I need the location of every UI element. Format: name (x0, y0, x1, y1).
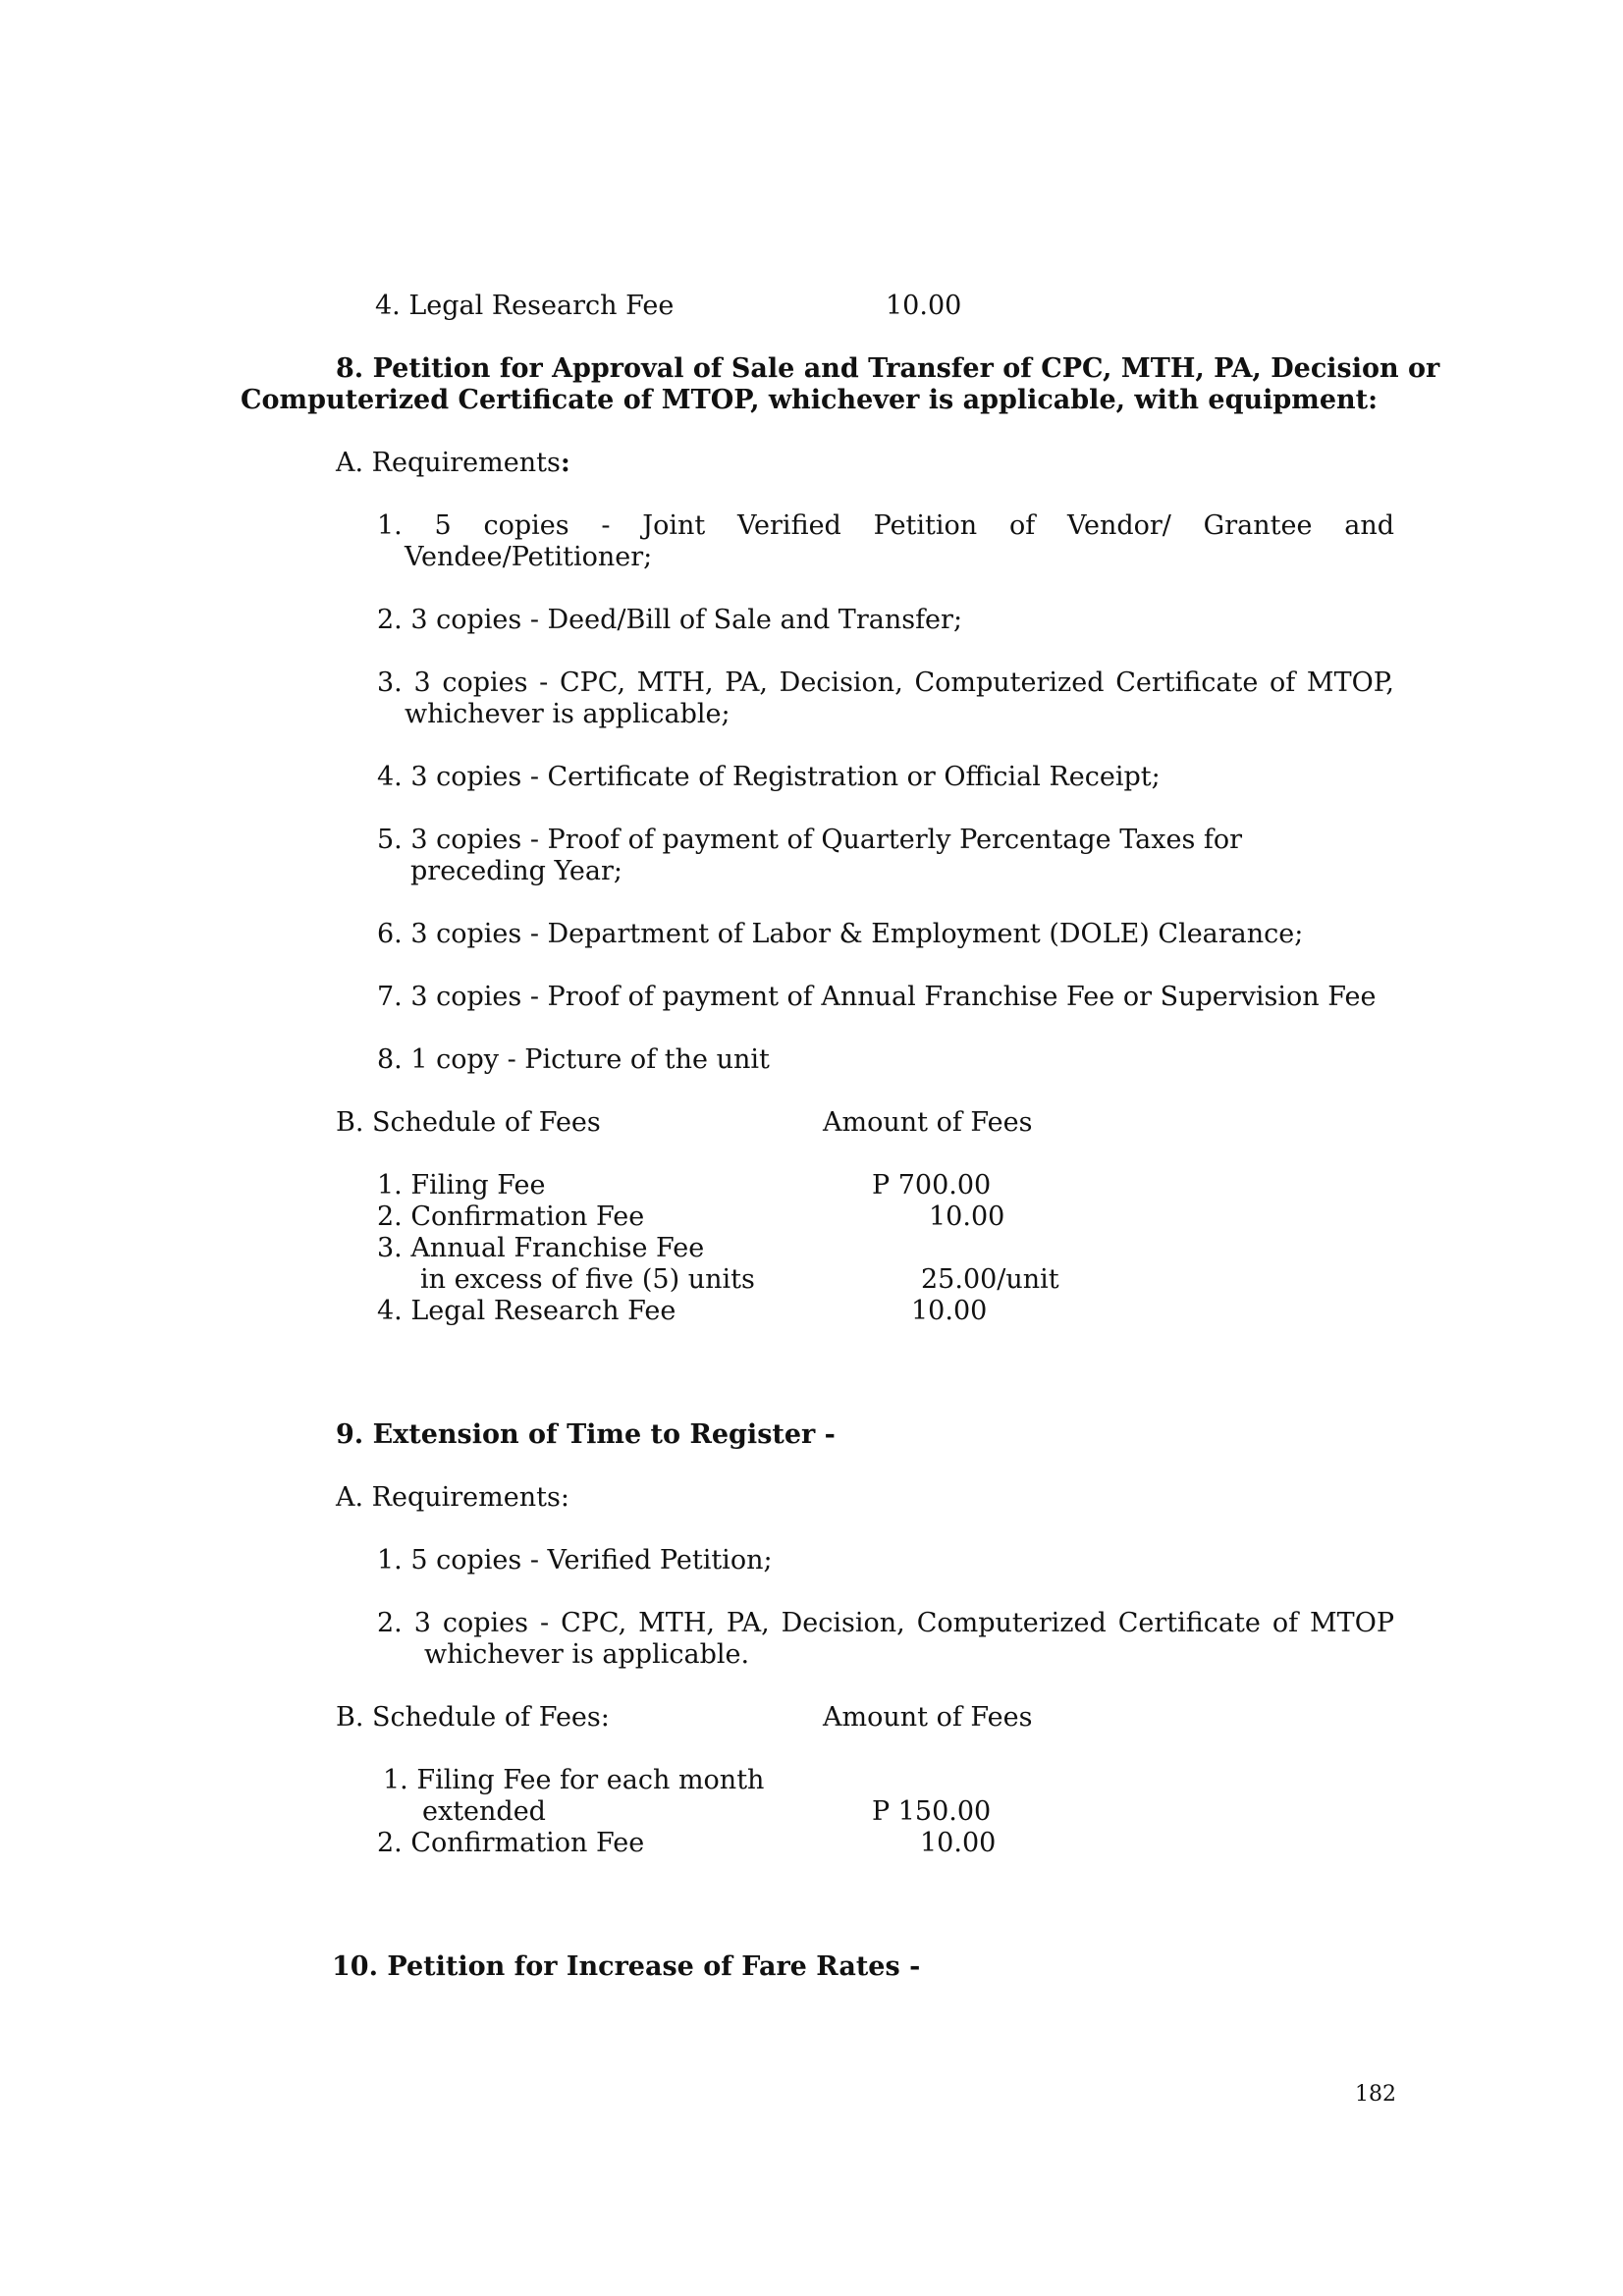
section9-fee-1-label2: extended (422, 1796, 546, 1827)
section8-fee-4-amount: 10.00 (911, 1296, 988, 1326)
section10-heading: 10. Petition for Increase of Fare Rates - (332, 1951, 921, 1982)
section8-req-3-line1: 3. 3 copies - CPC, MTH, PA, Decision, Computerized Certificate of MTOP, (377, 667, 1394, 698)
section8-fee-3-label2: in excess of five (5) units (420, 1264, 755, 1295)
section8-fee-3-label: 3. Annual Franchise Fee (377, 1233, 705, 1263)
section8-req-1-line2: Vendee/Petitioner; (405, 542, 653, 572)
section8-fee-4-label: 4. Legal Research Fee (377, 1296, 676, 1326)
section8-fees-amount-header: Amount of Fees (823, 1107, 1033, 1138)
section9-requirements-label: A. Requirements: (336, 1482, 569, 1513)
section9-fees-amount-header: Amount of Fees (823, 1702, 1033, 1733)
section8-req-1-line1: 1. 5 copies - Joint Verified Petition of Vendor/ Grantee and (377, 510, 1394, 541)
section8-fee-1-amount: P 700.00 (872, 1170, 992, 1201)
section9-req-1: 1. 5 copies - Verified Petition; (377, 1545, 773, 1575)
section8-fee-1-label: 1. Filing Fee (377, 1170, 546, 1201)
section9-fee-2-label: 2. Confirmation Fee (377, 1828, 645, 1858)
section8-fee-3-amount: 25.00/unit (921, 1264, 1059, 1295)
section9-heading: 9. Extension of Time to Register - (336, 1419, 836, 1450)
prev-fee-label: 4. Legal Research Fee (375, 291, 675, 321)
section8-req-6: 6. 3 copies - Department of Labor & Employment (DOLE) Clearance; (377, 919, 1304, 949)
section8-req-4: 4. 3 copies - Certificate of Registration or Official Receipt; (377, 762, 1161, 792)
section8-req-7: 7. 3 copies - Proof of payment of Annual Franchise Fee or Supervision Fee (377, 982, 1377, 1012)
section8-req-2: 2. 3 copies - Deed/Bill of Sale and Transfer; (377, 605, 963, 635)
section8-heading-line1: 8. Petition for Approval of Sale and Transfer of CPC, MTH, PA, Decision or (336, 353, 1440, 384)
section8-requirements-label: A. Requirements: (336, 448, 570, 478)
section8-req-5-line2: preceding Year; (410, 856, 622, 886)
section9-fee-2-amount: 10.00 (920, 1828, 997, 1858)
section9-fee-1-amount: P 150.00 (872, 1796, 992, 1827)
section8-fees-label: B. Schedule of Fees (336, 1107, 601, 1138)
section9-fees-label: B. Schedule of Fees: (336, 1702, 610, 1733)
section8-fee-2-amount: 10.00 (929, 1201, 1005, 1232)
section9-fee-1-label: 1. Filing Fee for each month (383, 1765, 765, 1795)
section8-req-3-line2: whichever is applicable; (405, 699, 730, 729)
section8-req-5-line1: 5. 3 copies - Proof of payment of Quarterly Percentage Taxes for (377, 825, 1243, 855)
page-number: 182 (1355, 2082, 1396, 2107)
section8-req-8: 8. 1 copy - Picture of the unit (377, 1044, 770, 1075)
section9-req-2-line2: whichever is applicable. (424, 1639, 750, 1670)
section9-req-2-line1: 2. 3 copies - CPC, MTH, PA, Decision, Computerized Certificate of MTOP (377, 1608, 1394, 1638)
prev-fee-amount: 10.00 (886, 291, 962, 321)
section8-fee-2-label: 2. Confirmation Fee (377, 1201, 645, 1232)
section8-heading-line2: Computerized Certificate of MTOP, whichever is applicable, with equipment: (241, 385, 1379, 415)
